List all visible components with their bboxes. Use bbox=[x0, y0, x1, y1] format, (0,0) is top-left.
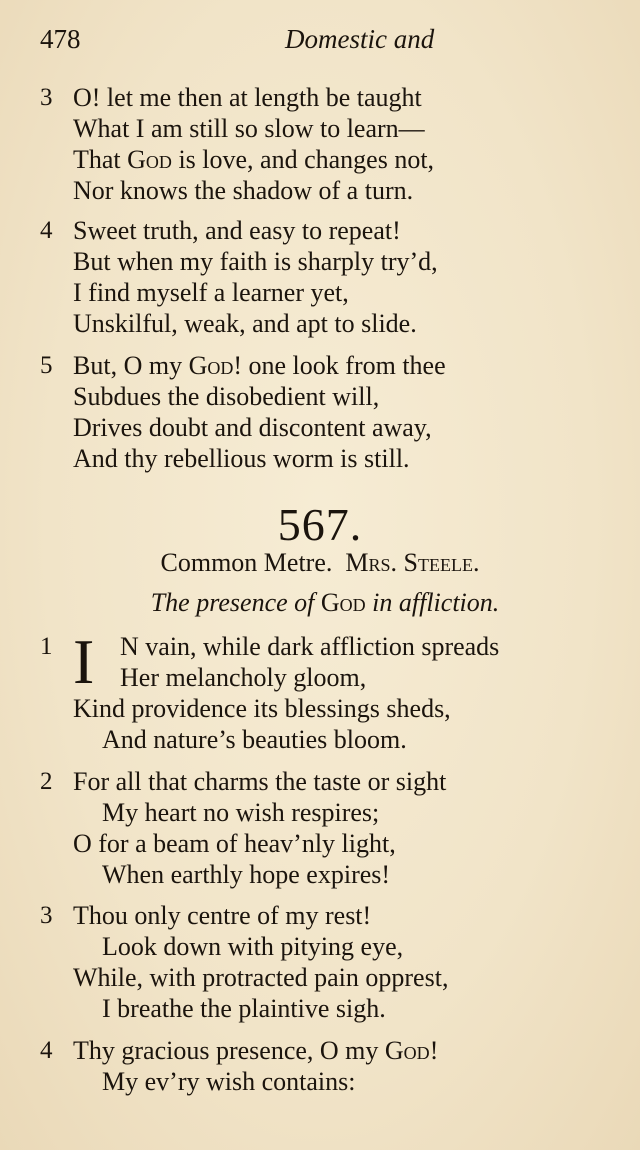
verse-line: Unskilful, weak, and apt to slide. bbox=[73, 309, 417, 338]
verse-line: I breathe the plaintive sigh. bbox=[102, 994, 386, 1023]
verse-line: I find myself a learner yet, bbox=[73, 278, 349, 307]
page-header bbox=[40, 24, 600, 64]
verse-line: O for a beam of heav’nly light, bbox=[73, 829, 396, 858]
hymn-meter-line bbox=[0, 548, 640, 578]
stanza-number: 2 bbox=[40, 768, 53, 795]
hymn-subject: The presence of God in affliction. bbox=[150, 588, 500, 617]
verse-line: Her melancholy gloom, bbox=[120, 663, 367, 692]
verse-line: While, with protracted pain opprest, bbox=[73, 963, 449, 992]
page-number: 478 bbox=[40, 24, 81, 54]
verse-line: And thy rebellious worm is still. bbox=[73, 444, 410, 473]
drop-cap: I bbox=[73, 626, 95, 697]
verse-line: Sweet truth, and easy to repeat! bbox=[73, 216, 401, 245]
verse-line: N vain, while dark affliction spreads bbox=[120, 632, 500, 661]
verse-line: My ev’ry wish contains: bbox=[102, 1067, 356, 1096]
hymn-number: 567. bbox=[277, 499, 363, 550]
verse-line: But when my faith is sharply try’d, bbox=[73, 247, 438, 276]
verse-line: What I am still so slow to learn— bbox=[73, 114, 425, 143]
stanza-number: 5 bbox=[40, 352, 53, 379]
verse-line: But, O my God! one look from thee bbox=[73, 351, 446, 380]
verse-line: Look down with pitying eye, bbox=[102, 932, 404, 961]
verse-line: Nor knows the shadow of a turn. bbox=[73, 176, 414, 205]
verse-line: Kind providence its blessings sheds, bbox=[73, 694, 451, 723]
verse-line: Thou only centre of my rest! bbox=[73, 901, 372, 930]
verse-line: Drives doubt and discontent away, bbox=[73, 413, 432, 442]
hymn-meter: Common Metre. bbox=[160, 548, 333, 577]
verse-line: Thy gracious presence, O my God! bbox=[73, 1036, 439, 1065]
verse-line: My heart no wish respires; bbox=[102, 798, 380, 827]
stanza-number: 3 bbox=[40, 84, 53, 111]
verse-line: For all that charms the taste or sight bbox=[73, 767, 447, 796]
verse-line: When earthly hope expires! bbox=[102, 860, 391, 889]
stanza-number: 4 bbox=[40, 1037, 53, 1064]
verse-line: O! let me then at length be taught bbox=[73, 83, 422, 112]
verse-line: That God is love, and changes not, bbox=[73, 145, 435, 174]
stanza-number: 4 bbox=[40, 217, 53, 244]
hymn-author: Mrs. Steele. bbox=[345, 548, 480, 577]
stanza-number: 3 bbox=[40, 902, 53, 929]
stanza-number: 1 bbox=[40, 633, 53, 660]
verse-line: And nature’s beauties bloom. bbox=[102, 725, 407, 754]
verse-line: Subdues the disobedient will, bbox=[73, 382, 380, 411]
running-head: Domestic and bbox=[285, 24, 435, 54]
